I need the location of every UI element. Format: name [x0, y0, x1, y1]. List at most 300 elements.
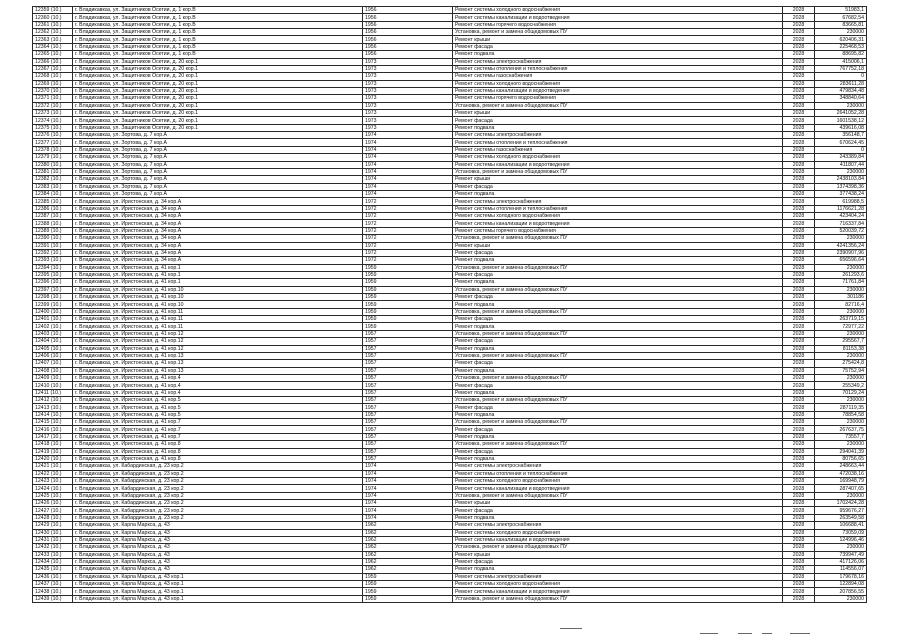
cost-cell: 124996,46	[815, 536, 867, 543]
address-cell: г. Владикавказ, ул. Иристонская, д. 41 кор.4	[73, 374, 363, 381]
work-type-cell: Ремонт фасада	[453, 448, 783, 455]
table-row	[33, 264, 867, 271]
year-built-cell: 1974	[363, 139, 453, 146]
plan-year-cell: 2028	[783, 279, 815, 286]
address-cell: г. Владикавказ, ул. Иристонская, д. 41 кор.11	[73, 316, 363, 323]
plan-year-cell: 2028	[783, 132, 815, 139]
cost-cell: 88695,82	[815, 51, 867, 58]
row-number: 12365 (10.)	[33, 51, 73, 58]
work-type-cell: Ремонт подвала	[453, 124, 783, 131]
plan-year-cell: 2028	[783, 345, 815, 352]
address-cell: г. Владикавказ, ул. Зортова, д. 7 кор.А	[73, 168, 363, 175]
cost-cell: 75752,94	[815, 367, 867, 374]
row-number: 12386 (10.)	[33, 205, 73, 212]
plan-year-cell: 2028	[783, 536, 815, 543]
cost-cell: 81153,38	[815, 345, 867, 352]
table-row	[33, 213, 867, 220]
work-type-cell: Ремонт подвала	[453, 279, 783, 286]
register-table	[32, 6, 867, 603]
plan-year-cell: 2028	[783, 514, 815, 521]
cost-cell: 411807,44	[815, 161, 867, 168]
address-cell: г. Владикавказ, ул. Иристонская, д. 41 кор.8	[73, 441, 363, 448]
row-number: 12424 (10.)	[33, 485, 73, 492]
address-cell: г. Владикавказ, ул. Иристонская, д. 41 кор.8	[73, 455, 363, 462]
table-row	[33, 249, 867, 256]
address-cell: г. Владикавказ, ул. Иристонская, д. 41 кор.7	[73, 433, 363, 440]
year-built-cell: 1956	[363, 43, 453, 50]
table-row	[33, 463, 867, 470]
work-type-cell: Ремонт системы канализации и водоотведения	[453, 536, 783, 543]
plan-year-cell: 2028	[783, 389, 815, 396]
address-cell: г. Владикавказ, ул. Защитников Осетии, д. 20 кор.1	[73, 58, 363, 65]
cost-cell: 83665,81	[815, 21, 867, 28]
cost-cell: 230000	[815, 235, 867, 242]
plan-year-cell: 2028	[783, 220, 815, 227]
row-number: 12410 (10.)	[33, 382, 73, 389]
work-type-cell: Ремонт системы отопления и теплоснабжения	[453, 65, 783, 72]
address-cell: г. Владикавказ, ул. Зортова, д. 7 кор.А	[73, 146, 363, 153]
table-row	[33, 478, 867, 485]
cost-cell: 620406,31	[815, 36, 867, 43]
plan-year-cell: 2028	[783, 146, 815, 153]
table-row	[33, 190, 867, 197]
year-built-cell: 1972	[363, 249, 453, 256]
year-built-cell: 1959	[363, 271, 453, 278]
cost-cell: 243389,84	[815, 154, 867, 161]
work-type-cell: Установка, ремонт и замена общедомовых ПУ	[453, 544, 783, 551]
cost-cell: 230000	[815, 492, 867, 499]
table-row	[33, 551, 867, 558]
table-row	[33, 132, 867, 139]
address-cell: г. Владикавказ, ул. Карла Маркса, д. 43	[73, 522, 363, 529]
work-type-cell: Установка, ремонт и замена общедомовых ПУ	[453, 29, 783, 36]
cost-cell: 230000	[815, 374, 867, 381]
address-cell: г. Владикавказ, ул. Зортова, д. 7 кор.А	[73, 132, 363, 139]
row-number: 12390 (10.)	[33, 235, 73, 242]
cost-cell: 619988,5	[815, 198, 867, 205]
plan-year-cell: 2028	[783, 441, 815, 448]
year-built-cell: 1972	[363, 220, 453, 227]
plan-year-cell: 2028	[783, 73, 815, 80]
table-row	[33, 65, 867, 72]
row-number: 12396 (10.)	[33, 279, 73, 286]
address-cell: г. Владикавказ, ул. Карла Маркса, д. 43	[73, 529, 363, 536]
cost-cell: 417126,06	[815, 558, 867, 565]
cost-cell: 230000	[815, 352, 867, 359]
address-cell: г. Владикавказ, ул. Защитников Осетии, д. 20 кор.1	[73, 80, 363, 87]
year-built-cell: 1974	[363, 168, 453, 175]
row-number: 12411 (10.)	[33, 389, 73, 396]
year-built-cell: 1974	[363, 132, 453, 139]
cost-cell: 294041,39	[815, 448, 867, 455]
work-type-cell: Установка, ремонт и замена общедомовых ПУ	[453, 235, 783, 242]
year-built-cell: 1962	[363, 558, 453, 565]
cost-cell: 267637,75	[815, 426, 867, 433]
row-number: 12367 (10.)	[33, 65, 73, 72]
address-cell: г. Владикавказ, ул. Карла Маркса, д. 43 кор.1	[73, 588, 363, 595]
year-built-cell: 1957	[363, 367, 453, 374]
year-built-cell: 1956	[363, 29, 453, 36]
row-number: 12399 (10.)	[33, 301, 73, 308]
row-number: 12393 (10.)	[33, 257, 73, 264]
cost-cell: 287407,65	[815, 485, 867, 492]
scan-mark	[790, 633, 810, 634]
address-cell: г. Владикавказ, ул. Иристонская, д. 34 кор.А	[73, 235, 363, 242]
row-number: 12383 (10.)	[33, 183, 73, 190]
row-number: 12414 (10.)	[33, 411, 73, 418]
work-type-cell: Ремонт системы канализации и водоотведения	[453, 485, 783, 492]
cost-cell: 225468,53	[815, 43, 867, 50]
plan-year-cell: 2028	[783, 433, 815, 440]
address-cell: г. Владикавказ, ул. Иристонская, д. 41 кор.5	[73, 404, 363, 411]
row-number: 12394 (10.)	[33, 264, 73, 271]
work-type-cell: Ремонт фасада	[453, 404, 783, 411]
cost-cell: 423404,24	[815, 213, 867, 220]
plan-year-cell: 2028	[783, 448, 815, 455]
plan-year-cell: 2028	[783, 21, 815, 28]
work-type-cell: Ремонт крыши	[453, 500, 783, 507]
table-row	[33, 58, 867, 65]
address-cell: г. Владикавказ, ул. Карла Маркса, д. 43	[73, 536, 363, 543]
address-cell: г. Владикавказ, ул. Кабардинская, д. 23 кор.2	[73, 478, 363, 485]
address-cell: г. Владикавказ, ул. Иристонская, д. 41 кор.13	[73, 360, 363, 367]
work-type-cell: Ремонт системы холодного водоснабжения	[453, 213, 783, 220]
work-type-cell: Ремонт системы горячего водоснабжения	[453, 227, 783, 234]
row-number: 12392 (10.)	[33, 249, 73, 256]
address-cell: г. Владикавказ, ул. Иристонская, д. 41 кор.13	[73, 352, 363, 359]
plan-year-cell: 2028	[783, 7, 815, 14]
year-built-cell: 1972	[363, 235, 453, 242]
address-cell: г. Владикавказ, ул. Иристонская, д. 34 кор.А	[73, 213, 363, 220]
work-type-cell: Ремонт фасада	[453, 558, 783, 565]
address-cell: г. Владикавказ, ул. Защитников Осетии, д. 1 кор.В	[73, 51, 363, 58]
year-built-cell: 1974	[363, 463, 453, 470]
cost-cell: 230000	[815, 286, 867, 293]
plan-year-cell: 2028	[783, 183, 815, 190]
address-cell: г. Владикавказ, ул. Защитников Осетии, д. 20 кор.1	[73, 117, 363, 124]
table-row	[33, 235, 867, 242]
cost-cell: 4241356,24	[815, 242, 867, 249]
address-cell: г. Владикавказ, ул. Зортова, д. 7 кор.А	[73, 139, 363, 146]
work-type-cell: Ремонт подвала	[453, 190, 783, 197]
year-built-cell: 1959	[363, 308, 453, 315]
table-row	[33, 352, 867, 359]
table-row	[33, 500, 867, 507]
year-built-cell: 1973	[363, 87, 453, 94]
plan-year-cell: 2028	[783, 478, 815, 485]
work-type-cell: Ремонт системы канализации и водоотведения	[453, 588, 783, 595]
table-row	[33, 323, 867, 330]
address-cell: г. Владикавказ, ул. Карла Маркса, д. 43 кор.1	[73, 595, 363, 602]
row-number: 12387 (10.)	[33, 213, 73, 220]
year-built-cell: 1973	[363, 80, 453, 87]
year-built-cell: 1974	[363, 500, 453, 507]
plan-year-cell: 2028	[783, 271, 815, 278]
year-built-cell: 1974	[363, 176, 453, 183]
row-number: 12363 (10.)	[33, 36, 73, 43]
cost-cell: 2641052,28	[815, 110, 867, 117]
plan-year-cell: 2028	[783, 397, 815, 404]
cost-cell: 230000	[815, 397, 867, 404]
table-row	[33, 286, 867, 293]
table-row	[33, 566, 867, 573]
table-row	[33, 581, 867, 588]
plan-year-cell: 2028	[783, 323, 815, 330]
year-built-cell: 1973	[363, 110, 453, 117]
plan-year-cell: 2028	[783, 213, 815, 220]
row-number: 12407 (10.)	[33, 360, 73, 367]
cost-cell: 78854,58	[815, 411, 867, 418]
row-number: 12403 (10.)	[33, 330, 73, 337]
table-row	[33, 73, 867, 80]
cost-cell: 275424,8	[815, 360, 867, 367]
work-type-cell: Ремонт фасада	[453, 360, 783, 367]
year-built-cell: 1962	[363, 544, 453, 551]
work-type-cell: Ремонт системы отопления и теплоснабжения	[453, 470, 783, 477]
table-row	[33, 316, 867, 323]
cost-cell: 73557,7	[815, 433, 867, 440]
row-number: 12401 (10.)	[33, 316, 73, 323]
cost-cell: 263549,58	[815, 514, 867, 521]
address-cell: г. Владикавказ, ул. Иристонская, д. 41 кор.10	[73, 301, 363, 308]
row-number: 12397 (10.)	[33, 286, 73, 293]
plan-year-cell: 2028	[783, 595, 815, 602]
address-cell: г. Владикавказ, ул. Защитников Осетии, д. 20 кор.1	[73, 65, 363, 72]
cost-cell: 2390907,96	[815, 249, 867, 256]
year-built-cell: 1957	[363, 426, 453, 433]
address-cell: г. Владикавказ, ул. Иристонская, д. 41 кор.8	[73, 448, 363, 455]
table-row	[33, 411, 867, 418]
cost-cell: 230000	[815, 168, 867, 175]
cost-cell: 207856,55	[815, 588, 867, 595]
plan-year-cell: 2028	[783, 36, 815, 43]
address-cell: г. Владикавказ, ул. Карла Маркса, д. 43 кор.1	[73, 581, 363, 588]
table-row	[33, 529, 867, 536]
address-cell: г. Владикавказ, ул. Иристонская, д. 41 кор.12	[73, 345, 363, 352]
address-cell: г. Владикавказ, ул. Иристонская, д. 41 кор.5	[73, 397, 363, 404]
address-cell: г. Владикавказ, ул. Зортова, д. 7 кор.А	[73, 176, 363, 183]
row-number: 12395 (10.)	[33, 271, 73, 278]
register-table-body	[33, 7, 867, 603]
work-type-cell: Установка, ремонт и замена общедомовых ПУ	[453, 492, 783, 499]
cost-cell: 670624,45	[815, 139, 867, 146]
year-built-cell: 1973	[363, 73, 453, 80]
work-type-cell: Ремонт фасада	[453, 271, 783, 278]
cost-cell: 716337,84	[815, 220, 867, 227]
year-built-cell: 1972	[363, 205, 453, 212]
plan-year-cell: 2028	[783, 360, 815, 367]
plan-year-cell: 2028	[783, 330, 815, 337]
address-cell: г. Владикавказ, ул. Зортова, д. 7 кор.А	[73, 154, 363, 161]
table-row	[33, 367, 867, 374]
work-type-cell: Установка, ремонт и замена общедомовых ПУ	[453, 102, 783, 109]
work-type-cell: Ремонт системы электроснабжения	[453, 132, 783, 139]
cost-cell: 230000	[815, 264, 867, 271]
address-cell: г. Владикавказ, ул. Иристонская, д. 34 кор.А	[73, 257, 363, 264]
table-row	[33, 404, 867, 411]
cost-cell: 169948,79	[815, 478, 867, 485]
table-row	[33, 124, 867, 131]
work-type-cell: Установка, ремонт и замена общедомовых ПУ	[453, 419, 783, 426]
address-cell: г. Владикавказ, ул. Иристонская, д. 41 кор.12	[73, 338, 363, 345]
plan-year-cell: 2028	[783, 29, 815, 36]
row-number: 12370 (10.)	[33, 87, 73, 94]
address-cell: г. Владикавказ, ул. Зортова, д. 7 кор.А	[73, 161, 363, 168]
work-type-cell: Ремонт крыши	[453, 36, 783, 43]
cost-cell: 415006,1	[815, 58, 867, 65]
address-cell: г. Владикавказ, ул. Иристонская, д. 41 кор.4	[73, 389, 363, 396]
table-row	[33, 7, 867, 14]
year-built-cell: 1973	[363, 65, 453, 72]
work-type-cell: Ремонт подвала	[453, 455, 783, 462]
row-number: 12385 (10.)	[33, 198, 73, 205]
plan-year-cell: 2028	[783, 286, 815, 293]
plan-year-cell: 2028	[783, 558, 815, 565]
table-row	[33, 573, 867, 580]
plan-year-cell: 2028	[783, 551, 815, 558]
row-number: 12420 (10.)	[33, 455, 73, 462]
year-built-cell: 1957	[363, 397, 453, 404]
year-built-cell: 1974	[363, 507, 453, 514]
year-built-cell: 1974	[363, 154, 453, 161]
plan-year-cell: 2028	[783, 419, 815, 426]
table-row	[33, 21, 867, 28]
plan-year-cell: 2028	[783, 161, 815, 168]
cost-cell: 179678,16	[815, 573, 867, 580]
address-cell: г. Владикавказ, ул. Иристонская, д. 34 кор.А	[73, 205, 363, 212]
year-built-cell: 1957	[363, 360, 453, 367]
plan-year-cell: 2028	[783, 301, 815, 308]
table-row	[33, 146, 867, 153]
plan-year-cell: 2028	[783, 338, 815, 345]
row-number: 12428 (10.)	[33, 514, 73, 521]
year-built-cell: 1957	[363, 419, 453, 426]
cost-cell: 122894,08	[815, 581, 867, 588]
table-row	[33, 36, 867, 43]
work-type-cell: Ремонт системы горячего водоснабжения	[453, 21, 783, 28]
table-row	[33, 87, 867, 94]
table-row	[33, 397, 867, 404]
row-number: 12409 (10.)	[33, 374, 73, 381]
year-built-cell: 1957	[363, 448, 453, 455]
plan-year-cell: 2028	[783, 14, 815, 21]
table-row	[33, 382, 867, 389]
year-built-cell: 1959	[363, 323, 453, 330]
row-number: 12429 (10.)	[33, 522, 73, 529]
year-built-cell: 1962	[363, 536, 453, 543]
address-cell: г. Владикавказ, ул. Защитников Осетии, д. 20 кор.1	[73, 102, 363, 109]
table-row	[33, 80, 867, 87]
plan-year-cell: 2028	[783, 566, 815, 573]
address-cell: г. Владикавказ, ул. Защитников Осетии, д. 1 кор.В	[73, 29, 363, 36]
table-row	[33, 110, 867, 117]
year-built-cell: 1957	[363, 352, 453, 359]
work-type-cell: Ремонт подвала	[453, 514, 783, 521]
address-cell: г. Владикавказ, ул. Кабардинская, д. 23 кор.2	[73, 500, 363, 507]
address-cell: г. Владикавказ, ул. Иристонская, д. 34 кор.А	[73, 227, 363, 234]
scan-mark	[738, 633, 752, 634]
work-type-cell: Установка, ремонт и замена общедомовых ПУ	[453, 168, 783, 175]
plan-year-cell: 2028	[783, 242, 815, 249]
year-built-cell: 1974	[363, 190, 453, 197]
table-row	[33, 43, 867, 50]
work-type-cell: Ремонт фасада	[453, 117, 783, 124]
cost-cell: 520039,72	[815, 227, 867, 234]
address-cell: г. Владикавказ, ул. Иристонская, д. 41 кор.5	[73, 411, 363, 418]
work-type-cell: Ремонт системы холодного водоснабжения	[453, 80, 783, 87]
row-number: 12421 (10.)	[33, 463, 73, 470]
plan-year-cell: 2028	[783, 581, 815, 588]
table-row	[33, 433, 867, 440]
table-row	[33, 51, 867, 58]
table-row	[33, 227, 867, 234]
year-built-cell: 1959	[363, 595, 453, 602]
cost-cell: 73059,09	[815, 529, 867, 536]
cost-cell: 2438103,84	[815, 176, 867, 183]
work-type-cell: Ремонт крыши	[453, 242, 783, 249]
address-cell: г. Владикавказ, ул. Иристонская, д. 41 кор.11	[73, 323, 363, 330]
plan-year-cell: 2028	[783, 382, 815, 389]
address-cell: г. Владикавказ, ул. Иристонская, д. 41 кор.10	[73, 286, 363, 293]
cost-cell: 230000	[815, 102, 867, 109]
address-cell: г. Владикавказ, ул. Иристонская, д. 41 кор.7	[73, 426, 363, 433]
cost-cell: 767752,18	[815, 65, 867, 72]
row-number: 12361 (10.)	[33, 21, 73, 28]
cost-cell: 283611,28	[815, 80, 867, 87]
plan-year-cell: 2028	[783, 426, 815, 433]
plan-year-cell: 2028	[783, 87, 815, 94]
work-type-cell: Ремонт фасада	[453, 382, 783, 389]
table-row	[33, 308, 867, 315]
table-row	[33, 558, 867, 565]
table-row	[33, 338, 867, 345]
row-number: 12372 (10.)	[33, 102, 73, 109]
table-row	[33, 389, 867, 396]
cost-cell: 80756,65	[815, 455, 867, 462]
plan-year-cell: 2028	[783, 117, 815, 124]
table-row	[33, 485, 867, 492]
table-row	[33, 448, 867, 455]
plan-year-cell: 2028	[783, 544, 815, 551]
plan-year-cell: 2028	[783, 522, 815, 529]
work-type-cell: Установка, ремонт и замена общедомовых ПУ	[453, 308, 783, 315]
table-row	[33, 441, 867, 448]
address-cell: г. Владикавказ, ул. Защитников Осетии, д. 20 кор.1	[73, 110, 363, 117]
plan-year-cell: 2028	[783, 374, 815, 381]
table-row	[33, 374, 867, 381]
cost-cell: 67682,54	[815, 14, 867, 21]
address-cell: г. Владикавказ, ул. Защитников Осетии, д. 20 кор.1	[73, 124, 363, 131]
table-row	[33, 345, 867, 352]
table-row	[33, 242, 867, 249]
row-number: 12389 (10.)	[33, 227, 73, 234]
row-number: 12400 (10.)	[33, 308, 73, 315]
plan-year-cell: 2028	[783, 492, 815, 499]
table-row	[33, 522, 867, 529]
year-built-cell: 1974	[363, 161, 453, 168]
year-built-cell: 1972	[363, 242, 453, 249]
plan-year-cell: 2028	[783, 404, 815, 411]
year-built-cell: 1957	[363, 382, 453, 389]
cost-cell: 739947,49	[815, 551, 867, 558]
year-built-cell: 1959	[363, 573, 453, 580]
plan-year-cell: 2028	[783, 507, 815, 514]
year-built-cell: 1962	[363, 529, 453, 536]
plan-year-cell: 2028	[783, 110, 815, 117]
address-cell: г. Владикавказ, ул. Иристонская, д. 41 кор.1	[73, 264, 363, 271]
cost-cell: 230000	[815, 29, 867, 36]
address-cell: г. Владикавказ, ул. Иристонская, д. 41 кор.1	[73, 279, 363, 286]
